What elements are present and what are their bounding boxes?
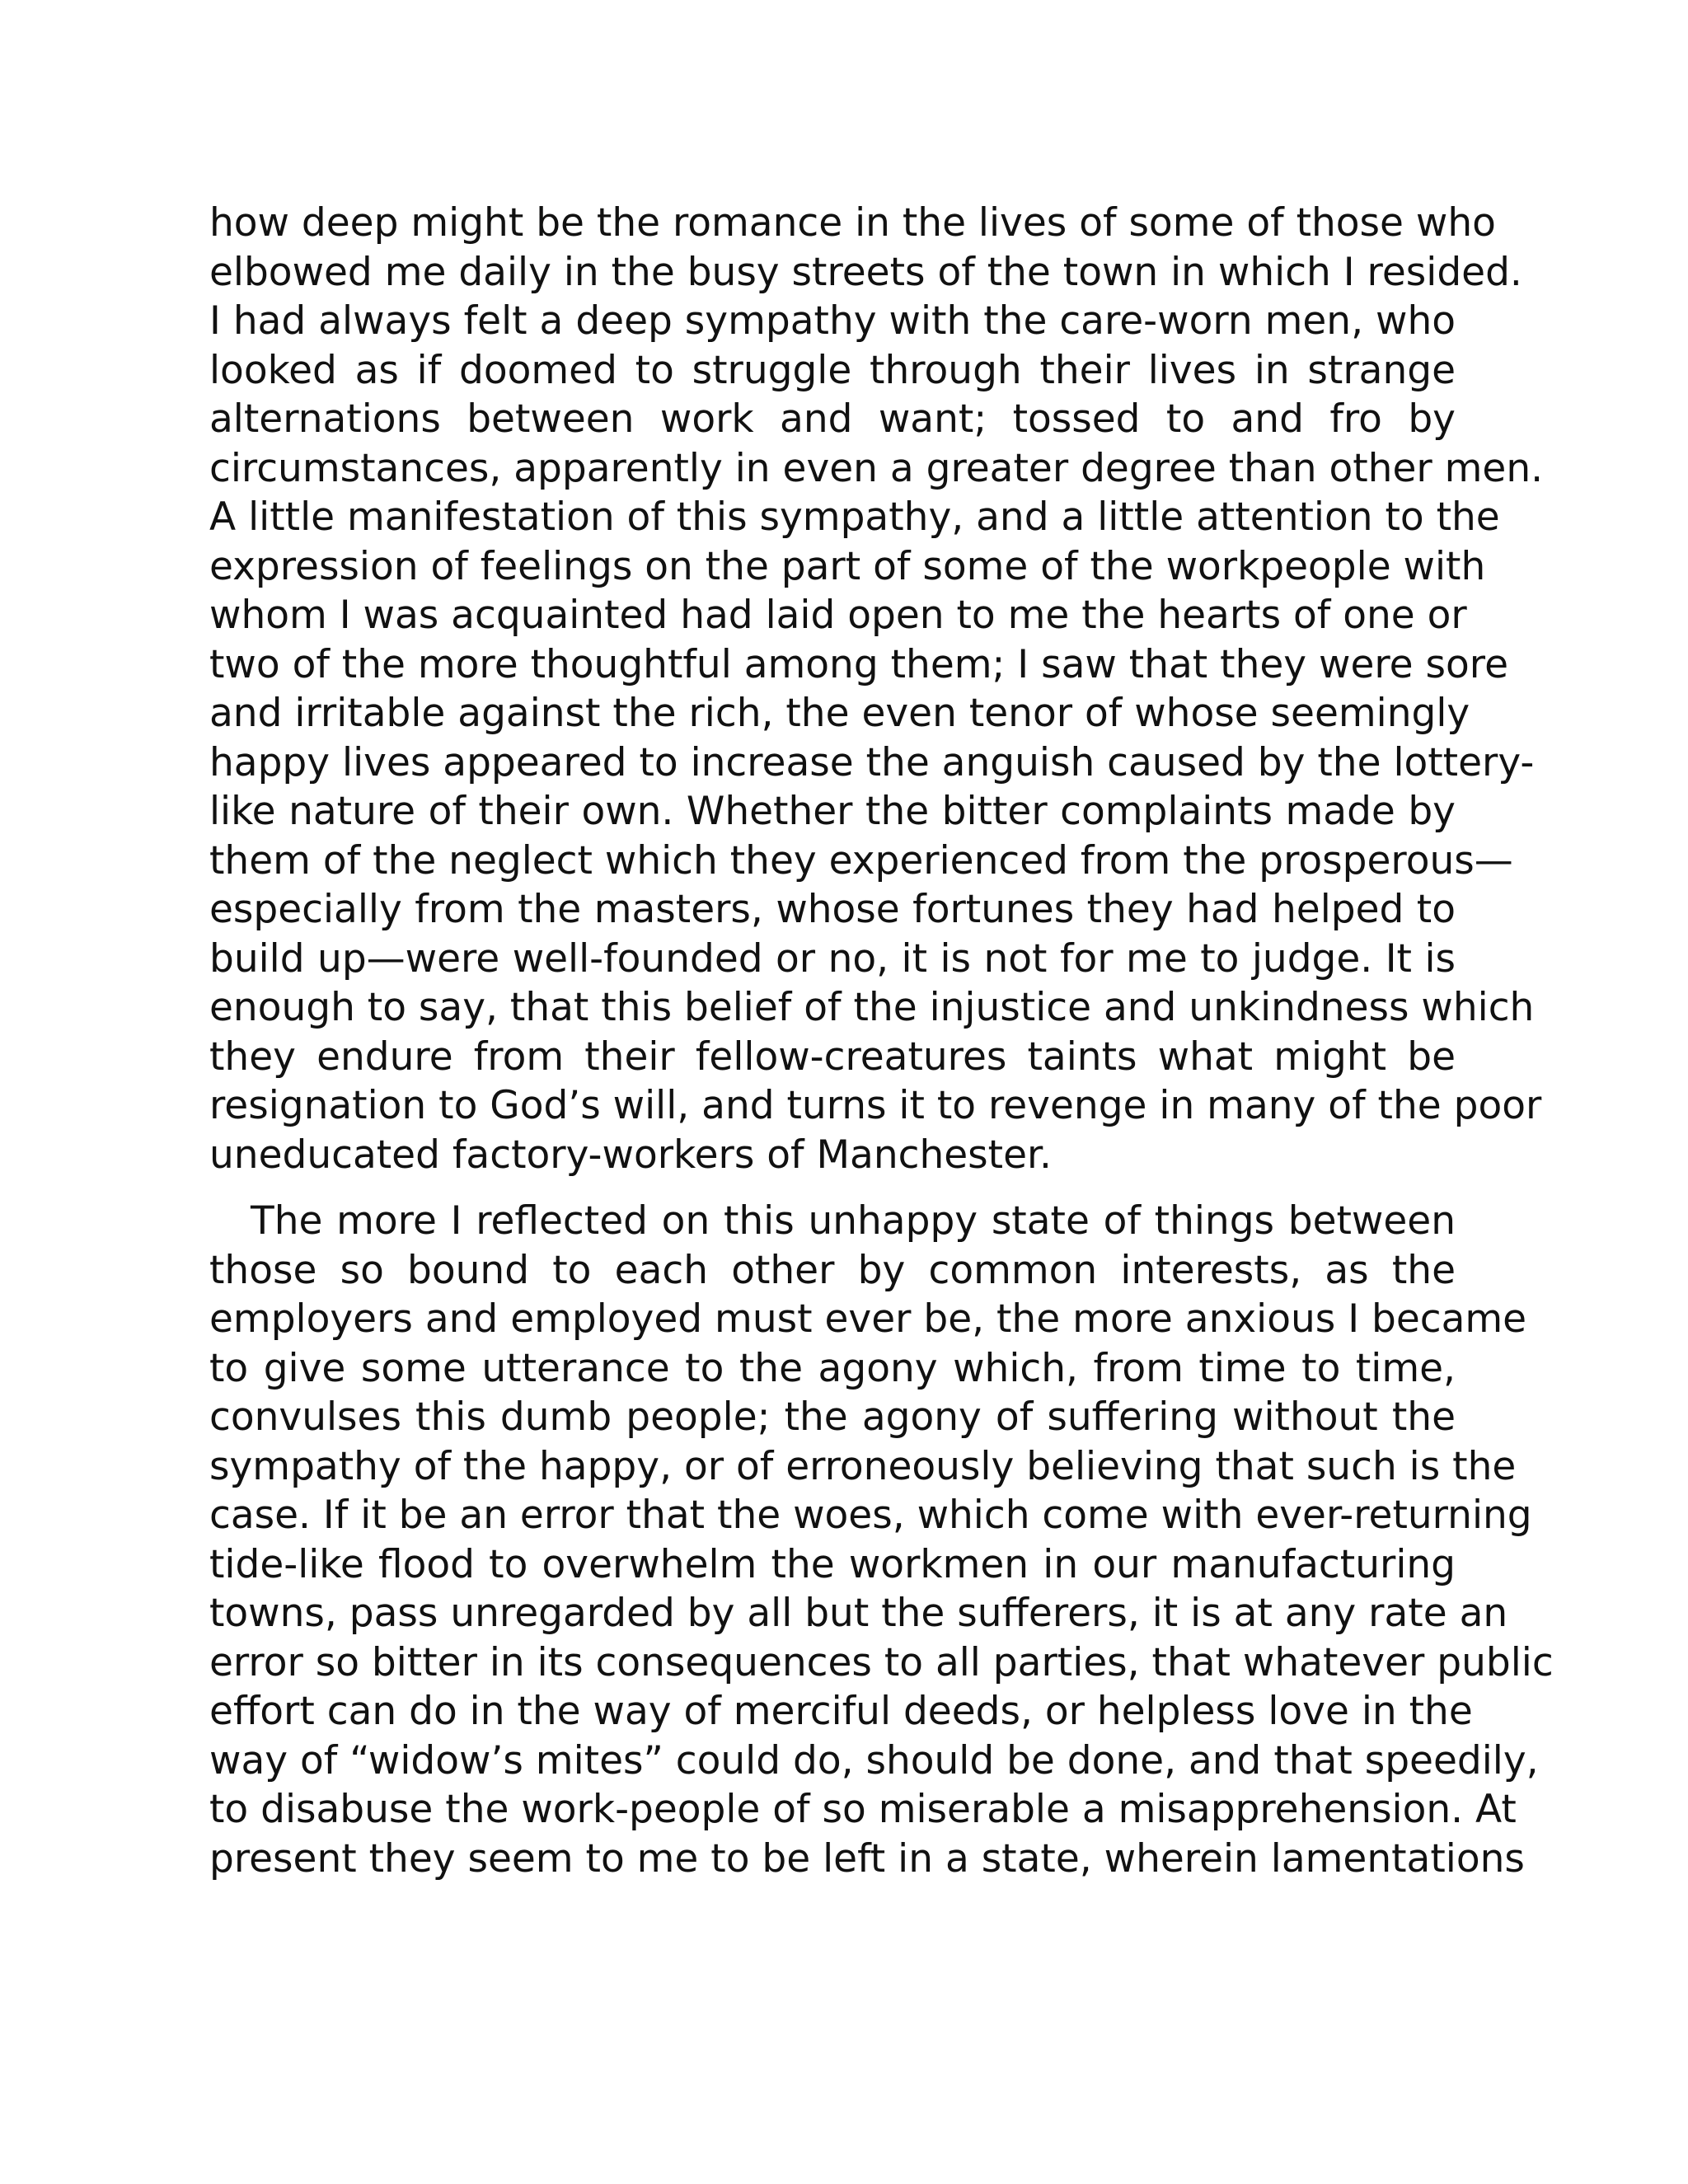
text-line: error so bitter in its consequences to all parties, that whatever public: [209, 1639, 1554, 1685]
text-line: them of the neglect which they experienced from the prosperous—: [209, 837, 1513, 883]
text-line: employers and employed must ever be, the more anxious I became: [209, 1296, 1527, 1342]
text-line: how deep might be the romance in the lives of some of those who: [209, 200, 1496, 246]
text-line: especially from the masters, whose fortunes they had helped to: [209, 887, 1456, 932]
text-line: tide-like flood to overwhelm the workmen in our manufacturing: [209, 1541, 1456, 1587]
text-line: happy lives appeared to increase the anguish caused by the lottery-: [209, 739, 1535, 785]
text-line: enough to say, that this belief of the injustice and unkindness which: [209, 985, 1535, 1030]
text-line: like nature of their own. Whether the bitter complaints made by: [209, 789, 1456, 834]
text-line: resignation to God’s will, and turns it to revenge in many of the poor: [209, 1083, 1542, 1128]
text-line: build up—were well-founded or no, it is not for me to judge. It is: [209, 935, 1456, 982]
text-line: and irritable against the rich, the even tenor of whose seemingly: [209, 691, 1470, 736]
paragraph-1: [209, 199, 1544, 1179]
text-line: to disabuse the work-people of so miserable a misapprehension. At: [209, 1787, 1517, 1832]
text-line: A little manifestation of this sympathy, and a little attention to the: [209, 494, 1500, 540]
text-line: effort can do in the way of merciful deeds, or helpless love in the: [209, 1689, 1473, 1734]
text-line: to give some utterance to the agony which, from time to time,: [209, 1345, 1456, 1391]
text-line: looked as if doomed to struggle through their lives in strange: [209, 347, 1456, 393]
text-line: whom I was acquainted had laid open to me the hearts of one or: [209, 593, 1467, 638]
text-line: elbowed me daily in the busy streets of the town in which I resided.: [209, 249, 1522, 295]
text-line: I had always felt a deep sympathy with the care-worn men, who: [209, 298, 1456, 344]
text-line: uneducated factory-workers of Manchester.: [209, 1132, 1052, 1178]
text-line: sympathy of the happy, or of erroneously believing that such is the: [209, 1443, 1517, 1489]
text-line: present they seem to me to be left in a state, wherein lamentations: [209, 1835, 1525, 1882]
text-line: case. If it be an error that the woes, which come with ever-returning: [209, 1493, 1532, 1538]
text-line: circumstances, apparently in even a greater degree than other men.: [209, 445, 1544, 491]
text-line: The more I reflected on this unhappy state of things between: [251, 1198, 1456, 1244]
text-line: two of the more thoughtful among them; I saw that they were sore: [209, 641, 1508, 687]
text-line: they endure from their fellow-creatures taints what might be: [209, 1033, 1456, 1080]
text-line: alternations between work and want; tossed to and fro by: [209, 396, 1456, 442]
text-line: way of “widow’s mites” could do, should be done, and that speedily,: [209, 1737, 1539, 1783]
text-line: towns, pass unregarded by all but the sufferers, it is at any rate an: [209, 1591, 1508, 1636]
text-line: those so bound to each other by common interests, as the: [209, 1247, 1456, 1293]
text-line: expression of feelings on the part of some of the workpeople with: [209, 543, 1486, 589]
paragraph-2: [209, 1197, 1554, 1883]
text-line: convulses this dumb people; the agony of suffering without the: [209, 1394, 1456, 1440]
